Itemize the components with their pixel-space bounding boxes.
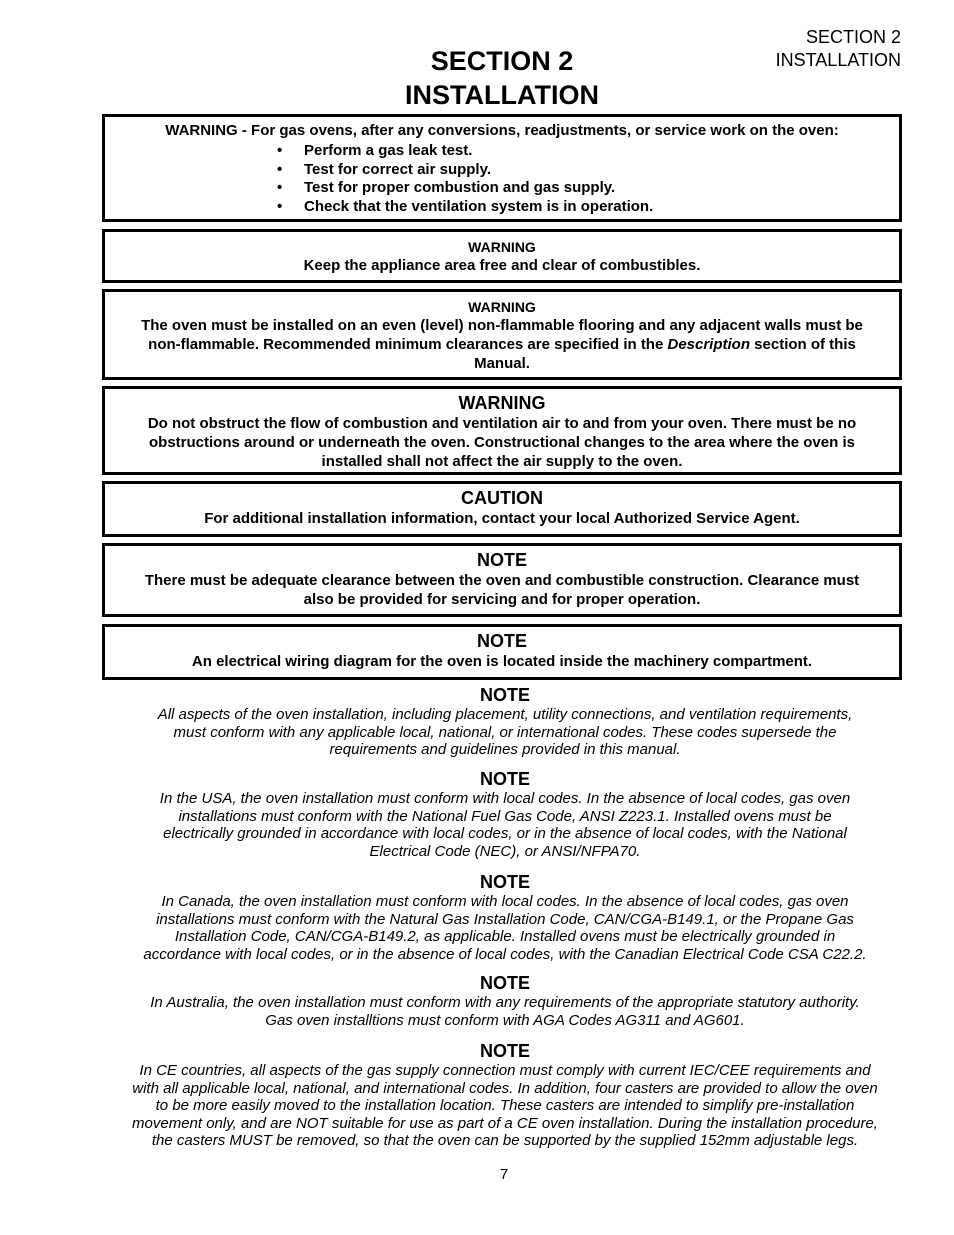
bullet-icon: • [277,160,283,178]
note-line: In Canada, the oven installation must conform with local codes. In the absence of local codes, gas oven [161,893,849,910]
checklist-item-text: Check that the ventilation system is in operation. [304,197,654,215]
note-text: An electrical wiring diagram for the oven is located inside the machinery compartment. [191,653,813,670]
note-line: must conform with any applicable local, national, or international codes. These codes supersede the [173,723,837,741]
note-heading: NOTE [476,550,527,570]
page-number: 7 [499,1166,509,1183]
note-heading: NOTE [479,973,530,993]
wiring-diagram-note-box [102,624,902,680]
service-caution-box [102,481,902,537]
note-line: with all applicable local, national, and international codes. In addition, four casters are provided to allow the oven [132,1079,878,1097]
checklist-item [277,198,899,217]
note-text [102,790,908,860]
gas-service-warning-box [102,114,902,222]
note-text [102,893,908,963]
note-line: In Australia, the oven installation must conform with any requirements of the appropriate statutory authority. [150,994,860,1011]
note-line: installations must conform with the National Fuel Gas Code, ANSI Z223.1. Installed ovens must be [178,807,832,825]
page-title-installation: INSTALLATION [405,80,599,110]
page-title [0,44,954,112]
running-head-title: INSTALLATION [775,50,901,70]
warning-text: Keep the appliance area free and clear of combustibles. [303,257,701,274]
checklist-item-text: Test for proper combustion and gas supply. [304,179,616,196]
gas-service-warning-intro: WARNING - For gas ovens, after any conversions, readjustments, or service work on the oven: [165,122,839,139]
note-line: Gas oven installtions must conform with AGA Codes AG311 and AG601. [265,1011,745,1029]
note-heading: NOTE [479,1041,530,1061]
note-line: to be more easily moved to the installation location. These casters are intended to simplify pre-installation [155,1097,855,1114]
note-line: the casters MUST be removed, so that the oven can be supported by the supplied 152mm adjustable legs. [151,1132,859,1149]
note-line: All aspects of the oven installation, including placement, utility connections, and ventilation requirements, [157,706,853,723]
note-heading: NOTE [476,631,527,651]
warning-text [105,316,899,373]
bullet-icon: • [277,197,283,215]
note-heading: NOTE [479,872,530,892]
note-line: In the USA, the oven installation must conform with local codes. In the absence of local codes, gas oven [159,790,851,807]
checklist-item [277,142,899,161]
usa-note [102,768,908,860]
combustibles-warning-box [102,229,902,283]
checklist-item [277,161,899,180]
warning-heading: WARNING [468,239,536,255]
warning-text-start: The oven must be installed on an even (level) non-flammable flooring and any adjacent walls must be non-flammable. Recommended minimum clearances are specified in the [141,317,863,353]
note-heading: NOTE [479,769,530,789]
note-line: requirements and guidelines provided in this manual. [329,741,681,758]
note-text [102,706,908,759]
caution-text: For additional installation information, contact your local Authorized Service Agent. [204,510,800,527]
running-head-section: SECTION 2 [805,27,901,47]
gas-service-checklist [105,142,899,216]
checklist-item [277,179,899,198]
checklist-item-text: Perform a gas leak test. [304,142,473,159]
bullet-icon: • [277,179,283,196]
australia-note [102,972,908,1029]
note-text: There must be adequate clearance between the oven and combustible construction. Clearance must also be provided for servicing and for proper operation. [144,572,860,608]
note-line: installations must conform with the Natural Gas Installation Code, CAN/CGA-B149.1, or the Propane Gas [156,910,854,928]
canada-note [102,871,908,963]
warning-text: Do not obstruct the flow of combustion and ventilation air to and from your oven. There must be no obstructions around or underneath the oven. Constructional changes to the area where the oven is installed shall not affect the air supply to the oven. [147,415,857,470]
note-line: In CE countries, all aspects of the gas supply connection must comply with current IEC/CEE requirements and [139,1062,871,1079]
page-title-section: SECTION 2 [430,46,574,76]
note-line: accordance with local codes, or in the absence of local codes, with the Canadian Electrical Code CSA C22.2. [143,945,867,963]
note-text [102,1062,908,1150]
checklist-item-text: Test for correct air supply. [304,160,491,178]
note-heading: NOTE [479,685,530,705]
codes-note [102,684,908,759]
note-text [102,994,908,1029]
note-line: Installation Code, CAN/CGA-B149.2, as applicable. Installed ovens must be electrically grounded in [174,928,836,945]
note-line: electrically grounded in accordance with local codes, or in the absence of local codes, with the National [163,825,847,842]
bullet-icon: • [277,142,283,159]
airflow-warning-box [102,386,902,475]
note-line: movement only, and are NOT suitable for use as part of a CE oven installation. During the installation procedure, [132,1114,878,1132]
ce-countries-note [102,1040,908,1150]
caution-heading: CAUTION [461,488,543,508]
warning-heading: WARNING [458,393,546,413]
clearance-note-box [102,543,902,617]
warning-text-end: section of this Manual. [474,336,856,372]
note-line: Electrical Code (NEC), or ANSI/NFPA70. [369,842,641,860]
description-section-reference: Description [667,336,750,353]
flooring-warning-box [102,289,902,380]
warning-heading: WARNING [468,299,536,315]
